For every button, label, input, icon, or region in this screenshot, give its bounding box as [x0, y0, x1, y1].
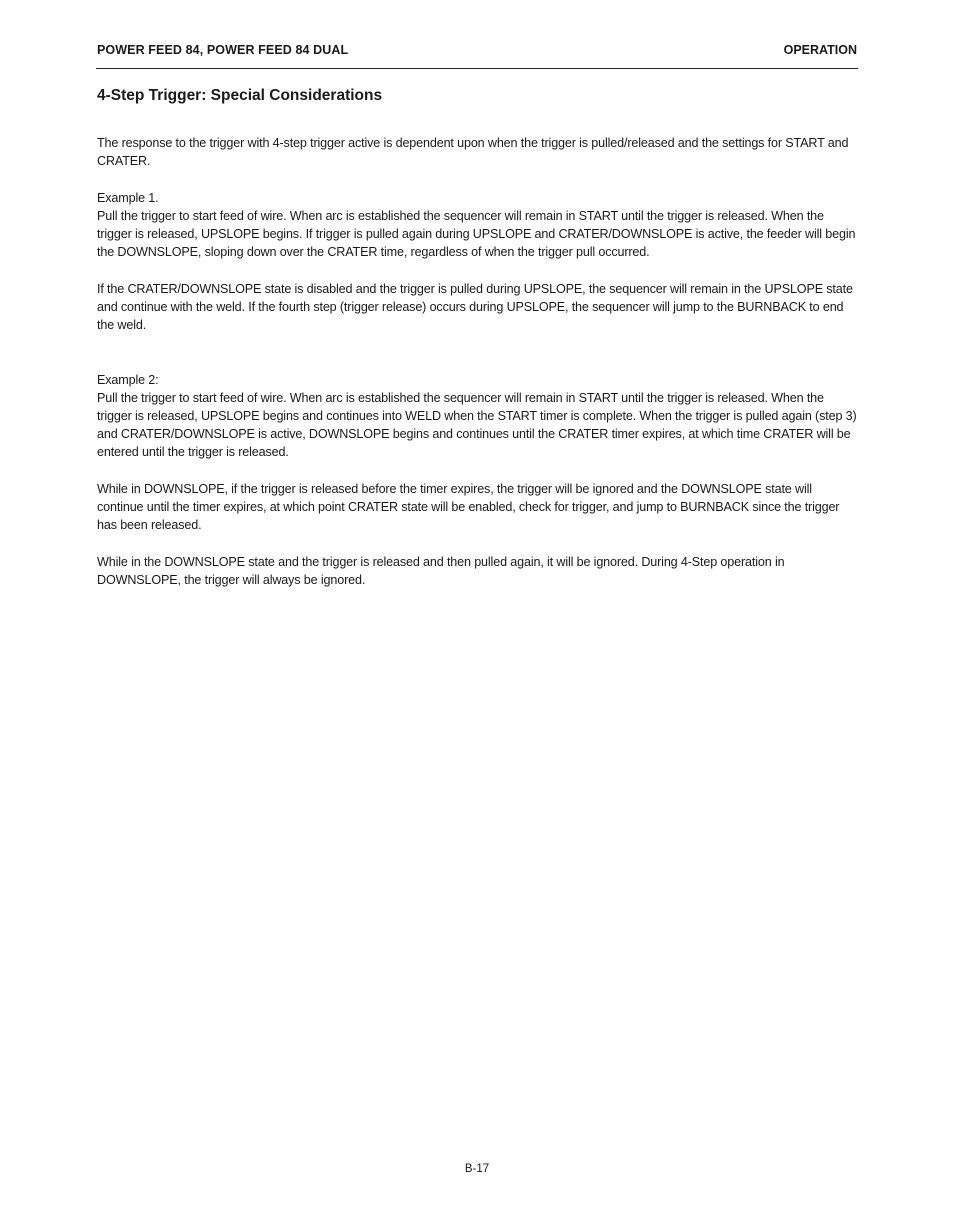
example1-paragraph-1: Pull the trigger to start feed of wire. When arc is established the sequencer will remain in START until the trigger is released. When the trigger is released, UPSLOPE begins. If trigger is pulled again during UPSLOPE and CRATER/DOWNSLOPE is active, the feeder will begin the DOWNSLOPE, sloping down over the CRATER time, regardless of when the trigger pull occurred. [97, 208, 856, 260]
example2-paragraph-1: Pull the trigger to start feed of wire. When arc is established the sequencer will remain in START until the trigger is released. When the trigger is released, UPSLOPE begins and continues into WELD when the START timer is complete. When the trigger is pulled again (step 3) and CRATER/DOWNSLOPE is active, DOWNSLOPE begins and continues until the CRATER timer expires, at which time CRATER will be entered until the trigger is released. [97, 390, 857, 460]
example2-paragraph-2: While in DOWNSLOPE, if the trigger is released before the timer expires, the trigger will be ignored and the DOWNSLOPE state will continue until the timer expires, at which point CRATER state will be enabled, check for trigger, and jump to BURNBACK since the trigger has been released. [97, 481, 840, 533]
example2-paragraph-3: While in the DOWNSLOPE state and the trigger is released and then pulled again, it will be ignored. During 4-Step operation in DOWNSLOPE, the trigger will always be ignored. [97, 554, 785, 587]
example1-paragraph-2: If the CRATER/DOWNSLOPE state is disabled and the trigger is pulled during UPSLOPE, the sequencer will remain in the UPSLOPE state and continue with the weld. If the fourth step (trigger release) occurs during UPSLOPE, the sequencer will jump to the BURNBACK to end the weld. [97, 281, 853, 332]
example2-label: Example 2: [97, 372, 159, 387]
example1-label: Example 1. [97, 190, 159, 205]
page-header [97, 43, 857, 65]
header-divider [96, 68, 858, 69]
document-title: POWER FEED 84, POWER FEED 84 DUAL [97, 43, 349, 57]
section-label: OPERATION [783, 43, 857, 57]
section-heading: 4-Step Trigger: Special Considerations [97, 87, 383, 104]
page-number: B-17 [464, 1163, 490, 1175]
intro-paragraph: The response to the trigger with 4-step trigger active is dependent upon when the trigger is pulled/released and the settings for START and CRATER. [97, 136, 849, 169]
body-text [97, 134, 859, 607]
